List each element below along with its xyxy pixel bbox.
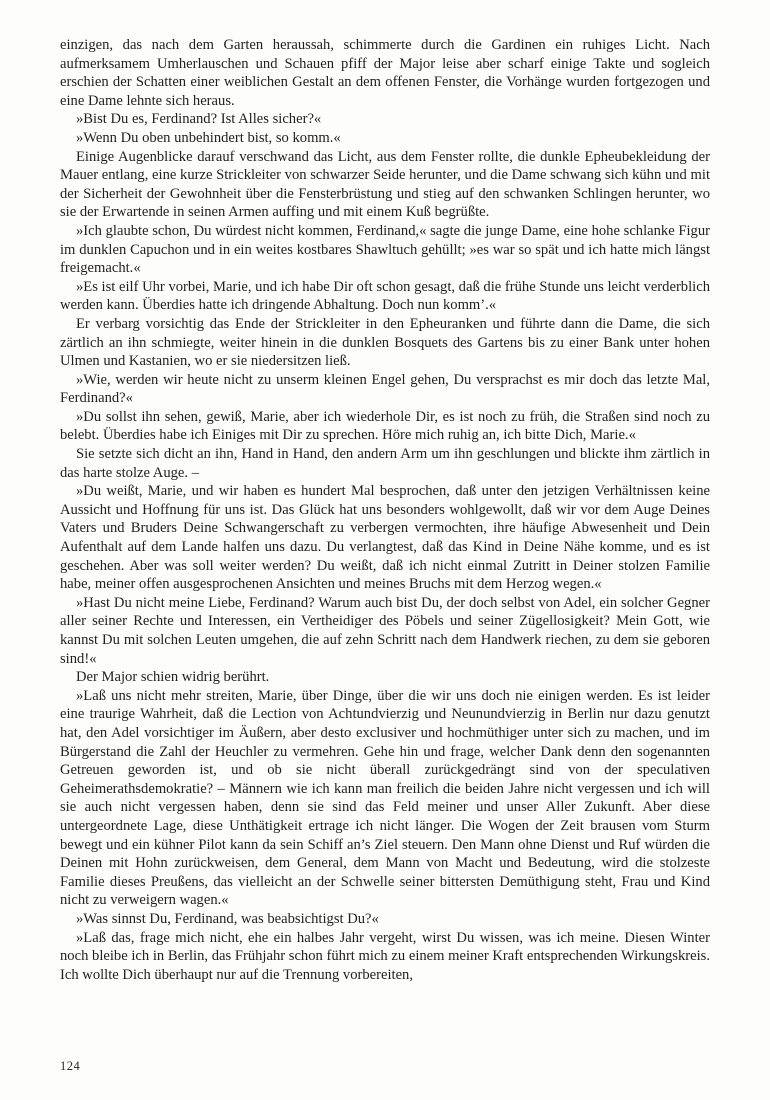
paragraph: »Wie, werden wir heute nicht zu unserm kleinen Engel gehen, Du versprachst es mir doch das letzte Mal, Ferdinand?« <box>60 371 710 407</box>
paragraph: »Ich glaubte schon, Du würdest nicht kommen, Ferdinand,« sagte die junge Dame, eine hohe schlanke Figur im dunklen Capuchon und in ein weites kostbares Shawltuch gehüllt; »es war so spät und ich hatte mich längst freigemacht.« <box>60 222 710 277</box>
paragraph: »Hast Du nicht meine Liebe, Ferdinand? Warum auch bist Du, der doch selbst von Adel, ein solcher Gegner aller seiner Rechte und Interessen, ein Vertheidiger des Pöbels und seiner Zügellosigkeit? Mein Gott, wie kannst Du mit solchen Leuten umgehen, die auf zehn Schritt nach dem Handwerk riechen, zu dem sie geboren sind!« <box>60 594 710 667</box>
paragraph: Einige Augenblicke darauf verschwand das Licht, aus dem Fenster rollte, die dunkle Epheubekleidung der Mauer entlang, eine kurze Strickleiter von schwarzer Seide herunter, und die Dame schwang sich kühn und mit der Sicherheit der Gewohnheit über die Fensterbrüstung und stieg auf den schwanken Schlingen herunter, wo sie der Erwartende in seinen Armen auffing und mit einem Kuß begrüßte. <box>60 148 710 221</box>
page-number: 124 <box>60 1059 81 1073</box>
paragraph: Der Major schien widrig berührt. <box>76 669 270 686</box>
paragraph: »Du weißt, Marie, und wir haben es hundert Mal besprochen, daß unter den jetzigen Verhältnissen keine Aussicht und Hoffnung für uns ist. Das Glück hat uns besonders wohlgewollt, daß wir vor dem Auge Deines Vaters und Bruders Deine Schwangerschaft zu verbergen vermochten, ihre häufige Abwesenheit und Dein Aufenthalt auf dem Lande halfen uns dazu. Du verlangtest, daß das Kind in Deine Nähe komme, und es ist geschehen. Aber was soll weiter werden? Du weißt, daß ich nicht einmal Zutritt in Deiner stolzen Familie habe, meiner offen ausgesprochenen Ansichten und meines Bruchs mit dem Herzog wegen.« <box>60 483 710 593</box>
paragraph: einzigen, das nach dem Garten heraussah, schimmerte durch die Gardinen ein ruhiges Licht. Nach aufmerksamem Umherlauschen und Schauen pfiff der Major leise aber scharf einige Takte und sogleich erschien der Schatten einer weiblichen Gestalt an dem offenen Fenster, die Vorhänge wurden fortgezogen und eine Dame lehnte sich heraus. <box>60 37 710 109</box>
paragraph: »Bist Du es, Ferdinand? Ist Alles sicher?« <box>76 111 322 128</box>
paragraph: »Wenn Du oben unbehindert bist, so komm.« <box>76 129 341 146</box>
page-text <box>60 36 710 984</box>
paragraph: »Laß das, frage mich nicht, ehe ein halbes Jahr vergeht, wirst Du wissen, was ich meine. Diesen Winter noch bleibe ich in Berlin, das Frühjahr schon führt mich zu einem meiner Kraft entsprechenden Wirkungskreis. Ich wollte Dich überhaupt nur auf die Trennung vorbereiten, <box>60 929 710 983</box>
paragraph: »Laß uns nicht mehr streiten, Marie, über Dinge, über die wir uns doch nie einigen werden. Es ist leider eine traurige Wahrheit, daß die Lection von Achtundvierzig und Neunundvierzig in Berlin nur dazu genutzt hat, den Adel vorsichtiger im Äußern, aber desto exclusiver und hochmüthiger unter sich zu machen, und im Bürgerstand die Zahl der Heuchler zu vermehren. Gehe hin und frage, welcher Dank denn den sogenannten Getreuen geworden ist, und ob sie nicht überall zurückgedrängt sind von der speculativen Geheimerathsdemokratie? – Männern wie ich kann man freilich die beiden Jahre nicht vergessen und ich will sie auch nicht vergessen haben, denn sie sind das Feld meiner und unser Aller Zukunft. Aber diese untergeordnete Lage, diese Unthätigkeit ertrage ich nicht länger. Die Wogen der Zeit brausen vom Sturm bewegt und ein kühner Pilot kann da sein Schiff an’s Ziel steuern. Den Mann ohne Dienst und Ruf würden die Deinen mit Hohn zurückweisen, dem General, dem Mann von Macht und Bedeutung, wird die stolzeste Familie dieses Preußens, das vielleicht an der Schwelle seiner bittersten Demüthigung steht, Frau und Kind nicht zu verweigern wagen.« <box>60 687 710 909</box>
paragraph: »Du sollst ihn sehen, gewiß, Marie, aber ich wiederhole Dir, es ist noch zu früh, die Straßen sind noch zu belebt. Überdies habe ich Einiges mit Dir zu sprechen. Höre mich ruhig an, ich bitte Dich, Marie.« <box>60 408 710 444</box>
paragraph: Sie setzte sich dicht an ihn, Hand in Hand, den andern Arm um ihn geschlungen und blickte ihm zärtlich in das harte stolze Auge. – <box>60 446 710 481</box>
paragraph: »Was sinnst Du, Ferdinand, was beabsichtigst Du?« <box>76 910 379 927</box>
paragraph: Er verbarg vorsichtig das Ende der Strickleiter in den Epheuranken und führte dann die Dame, die sich zärtlich an ihn schmiegte, weiter hinein in die dunklen Bosquets des Gartens bis zu einer Bank unter hohen Ulmen und Kastanien, wo er sie niedersitzen ließ. <box>60 315 710 370</box>
paragraph: »Es ist eilf Uhr vorbei, Marie, und ich habe Dir oft schon gesagt, daß die frühe Stunde uns leicht verderblich werden kann. Überdies hatte ich dringende Abhaltung. Doch nun komm’.« <box>60 278 710 314</box>
